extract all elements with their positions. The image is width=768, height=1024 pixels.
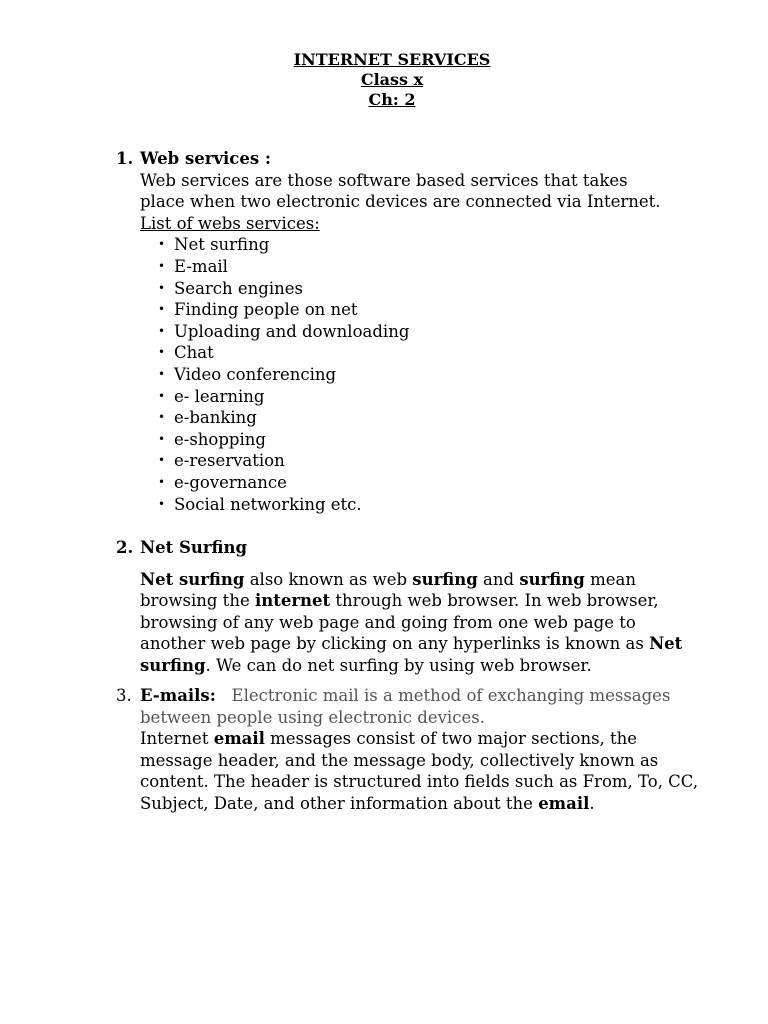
section-number: 3.	[116, 686, 132, 705]
bullet-icon: •	[158, 345, 166, 360]
bullet-icon: •	[158, 237, 166, 252]
list-heading: List of webs services:	[140, 213, 320, 233]
list-item-label: e-reservation	[174, 451, 285, 471]
list-item-label: Video conferencing	[174, 364, 337, 384]
list-item-label: Net surfing	[174, 235, 270, 255]
section-paragraph	[140, 569, 700, 677]
text-run: messages consist of two major sections, the message header, and the message body, collectively known as content. The header is structured into fields such as From, To, CC, Subject, Date, and other information about the	[140, 729, 699, 813]
section-net-surfing	[116, 537, 736, 677]
bullet-icon: •	[158, 496, 166, 511]
list-item-label: e-shopping	[174, 429, 266, 449]
list-item	[158, 256, 736, 278]
bold-term: surfing	[412, 569, 478, 589]
list-item-label: e-banking	[174, 408, 257, 428]
description-line: place when two electronic devices are connected via Internet.	[140, 192, 661, 212]
section-title: Web services :	[140, 149, 271, 168]
list-item-label: Finding people on net	[174, 300, 358, 320]
list-item-label: e- learning	[174, 386, 265, 406]
bold-term: Net surfing	[140, 569, 245, 589]
web-services-list	[116, 234, 736, 515]
chapter-label: Ch: 2	[368, 90, 416, 109]
text-run: and	[477, 569, 520, 589]
list-item-label: Chat	[174, 343, 214, 363]
list-item	[158, 407, 736, 429]
list-item-label: E-mail	[174, 256, 228, 276]
section-title: E-mails:	[140, 686, 216, 705]
class-label: Class x	[360, 70, 424, 89]
list-item	[158, 321, 736, 343]
section-description	[140, 170, 736, 235]
list-item-label: Uploading and downloading	[174, 321, 410, 341]
list-item	[158, 364, 736, 386]
list-item	[158, 234, 736, 256]
section-emails	[116, 685, 736, 815]
list-item-label: e-governance	[174, 472, 287, 492]
section-intro	[140, 685, 700, 728]
list-item	[158, 429, 736, 451]
section-title: Net Surfing	[140, 538, 248, 557]
bullet-icon: •	[158, 431, 166, 446]
bullet-icon: •	[158, 388, 166, 403]
bullet-icon: •	[158, 280, 166, 295]
bullet-icon: •	[158, 474, 166, 489]
list-item	[158, 299, 736, 321]
bullet-icon: •	[158, 323, 166, 338]
section-web-services	[116, 148, 736, 515]
bold-term: email	[538, 793, 590, 813]
list-item	[158, 494, 736, 516]
bullet-icon: •	[158, 366, 166, 381]
intro-text: Electronic mail is a method of exchanging messages between people using electronic devices.	[140, 686, 671, 727]
list-item-label: Search engines	[174, 278, 303, 298]
text-run: .	[589, 793, 595, 813]
list-item	[158, 278, 736, 300]
list-item	[158, 450, 736, 472]
list-item	[158, 386, 736, 408]
document-header	[0, 50, 768, 110]
bullet-icon: •	[158, 410, 166, 425]
bold-term: internet	[254, 591, 331, 611]
bullet-icon: •	[158, 258, 166, 273]
text-run: . We can do net surfing by using web browser.	[205, 655, 592, 675]
list-item-label: Social networking etc.	[174, 494, 362, 514]
section-paragraph	[140, 728, 700, 814]
text-run: mean browsing the	[140, 569, 636, 611]
text-run: Internet	[140, 729, 214, 749]
bullet-icon: •	[158, 453, 166, 468]
text-run: through web browser. In web browser, browsing of any web page and going from one web page to another web page by clicking on any hyperlinks is known as	[140, 591, 659, 654]
bold-term: Net surfing	[140, 634, 683, 675]
bold-term: surfing	[519, 569, 585, 589]
section-number: 2.	[116, 538, 134, 557]
bold-term: email	[213, 729, 265, 749]
text-run: also known as web	[244, 569, 413, 589]
description-line: Web services are those software based services that takes	[140, 170, 628, 190]
list-item	[158, 342, 736, 364]
list-item	[158, 472, 736, 494]
document-title: INTERNET SERVICES	[293, 50, 491, 69]
section-number: 1.	[116, 149, 134, 168]
bullet-icon: •	[158, 302, 166, 317]
